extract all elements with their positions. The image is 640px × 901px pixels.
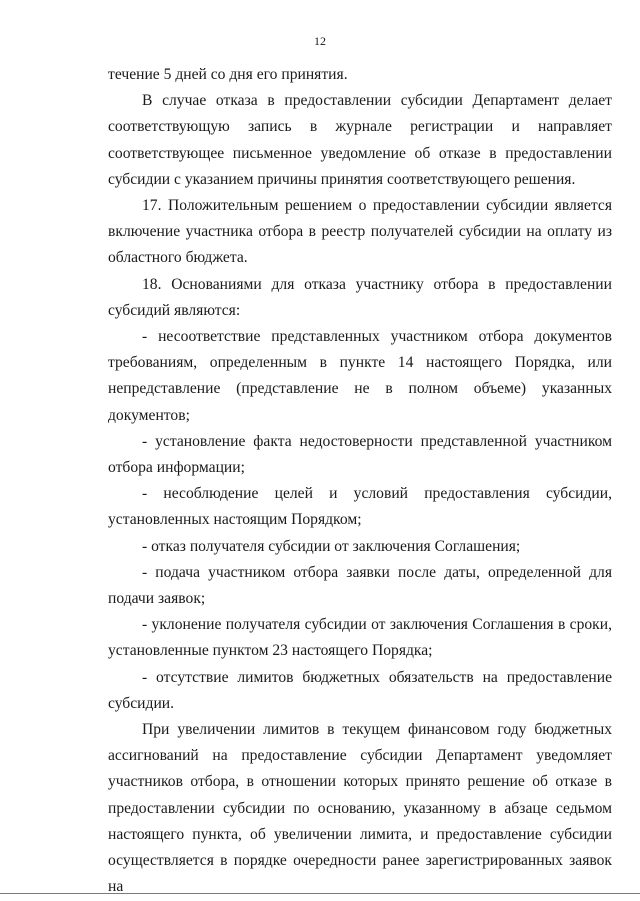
paragraph-limit-increase: При увеличении лимитов в текущем финансовом году бюджетных ассигнований на предоставление субсидии Департамент уведомляет участников отбора, в отношении которых принято решение об отказе в предоставлении субсидии по основанию, указанному в абзаце седьмом настоящего пункта, об увеличении лимита, и предоставление субсидии осуществляется в порядке очередности ранее зарегистрированных заявок на — [108, 721, 612, 896]
list-item-nonconformity: - несоответствие представленных участником отбора документов требованиям, определенным в пункте 14 настоящего Порядка, или непредставление (представление не в полном объеме) указанных документов; — [108, 328, 612, 424]
list-item-late-application: - подача участником отбора заявки после даты, определенной для подачи заявок; — [108, 563, 612, 608]
list-item-noncompliance: - несоблюдение целей и условий предоставления субсидии, установленных настоящим Порядком; — [108, 485, 612, 529]
page-number: 12 — [314, 34, 326, 48]
list-item-refusal-agreement: - отказ получателя субсидии от заключения Соглашения; — [142, 537, 521, 555]
bottom-divider — [0, 893, 640, 894]
list-item-unreliable-info: - установление факта недостоверности представленной участником отбора информации; — [108, 432, 612, 477]
paragraph-refusal-notice: В случае отказа в предоставлении субсидии Департамент делает соответствующую запись в журнале регистрации и направляет соответствующее письменное уведомление об отказе в предоставлении субсидии с указанием причины принятия соответствующего решения. — [108, 92, 612, 188]
paragraph-item-17: 17. Положительным решением о предоставлении субсидии является включение участника отбора в реестр получателей субсидии на оплату из областного бюджета. — [108, 197, 612, 267]
list-item-no-limits: - отсутствие лимитов бюджетных обязательств на предоставление субсидии. — [108, 668, 612, 712]
paragraph-continuation: течение 5 дней со дня его принятия. — [108, 66, 348, 83]
list-item-evasion: - уклонение получателя субсидии от заключения Соглашения в сроки, установленные пунктом 23 настоящего Порядка; — [108, 616, 612, 660]
paragraph-item-18: 18. Основаниями для отказа участнику отбора в предоставлении субсидий являются: — [108, 275, 612, 319]
document-body — [108, 62, 612, 901]
